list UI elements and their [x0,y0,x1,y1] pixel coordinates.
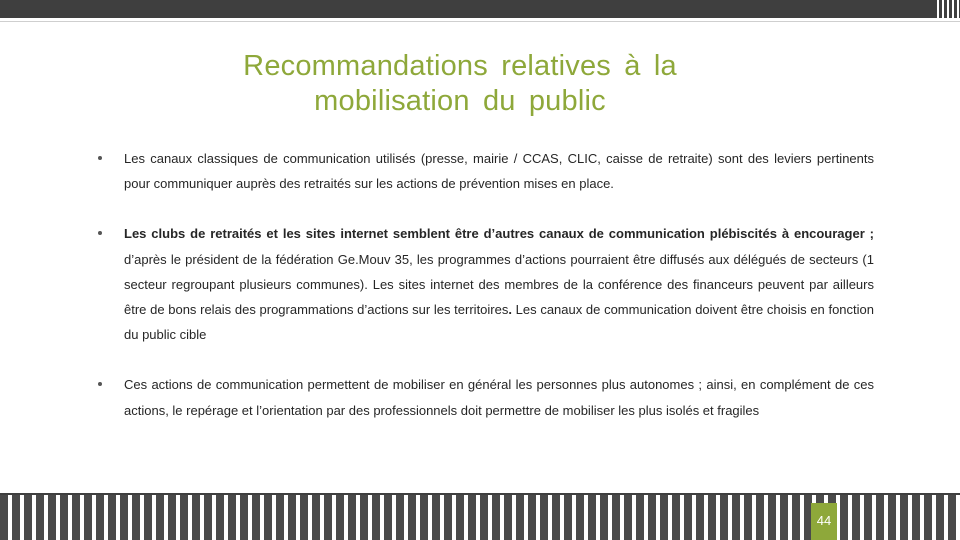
slide-title-line1: Recommandations relatives à la [243,50,677,83]
bullet-dot-icon [98,156,102,160]
bullet-item-classic-channels [98,146,874,196]
bullet-item-clubs-websites [98,221,874,347]
top-divider [0,21,960,22]
bullet-text: Ces actions de communication permettent de mobiliser en général les personnes plus autonomes ; ainsi, en complément de ces actions, le repérage et l’orientation par des professionnels doit permettre de mobiliser les plus isolés et fragiles [124,377,874,418]
bullet-text-continued: Les canaux de communication doivent être choisis en fonction du public cible [124,302,874,343]
bullet-list [98,146,874,448]
bullet-bold-period: . [508,302,512,318]
bullet-dot-icon [98,231,102,235]
bullet-text: Les canaux classiques de communication utilisés (presse, mairie / CCAS, CLIC, caisse de retraite) sont des leviers pertinents pour communiquer auprès des retraités sur les actions de prévention mises en place. [124,151,874,192]
page-number: 44 [816,513,832,528]
slide-title [170,49,750,119]
bullet-dot-icon [98,382,102,386]
top-decorative-bar [0,0,960,18]
bullet-bold-text: Les clubs de retraités et les sites internet semblent être d’autres canaux de communication plébiscités à encourager ; [124,226,874,242]
bullet-item-mobilisation [98,372,874,422]
slide-title-line2: mobilisation du public [314,85,606,118]
bullet-paragraph [124,221,874,347]
top-stripe-pattern [934,0,960,18]
bullet-text: d’après le président de la fédération Ge.Mouv 35, les programmes d’actions pourraient être diffusés aux délégués de secteurs (1 secteur regroupant plusieurs communes). Les sites internet des membres de la conférence des financeurs peuvent par ailleurs être de bons relais des programmations d’actions sur les territoires [124,251,874,318]
